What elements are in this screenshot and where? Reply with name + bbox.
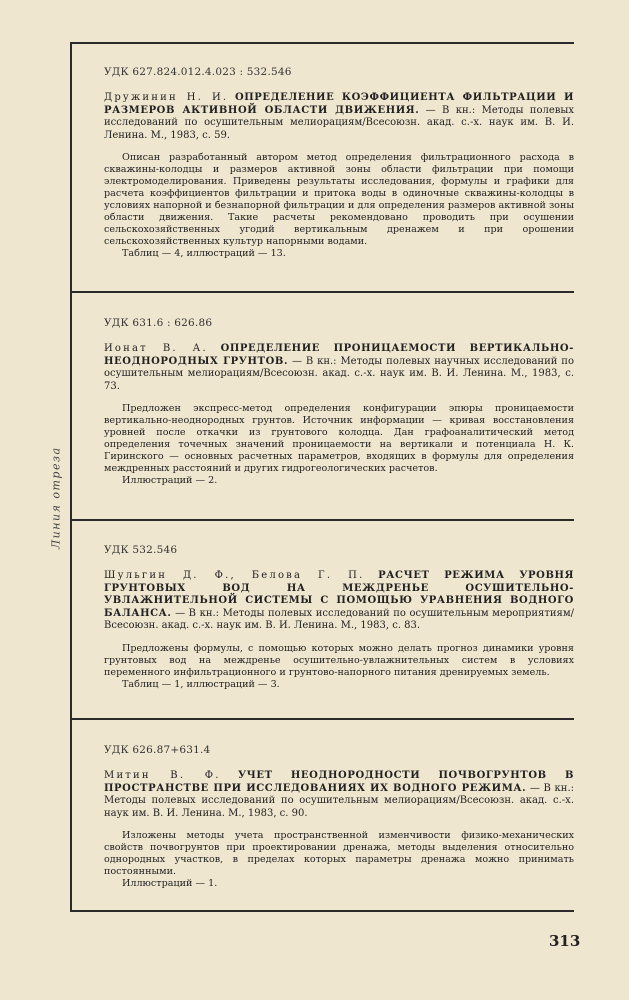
bibliographic-record [104,92,574,142]
cut-line-label: Линия отреза [49,446,63,550]
figure-count: Таблиц — 1, иллюстраций — 3. [122,678,280,690]
author-name: Дружинин Н. И. [104,92,229,103]
source-citation: — В кн.: Методы полевых исследований по осушительным мелиорациям/Всесоюзн. акад. с.-х. наук им. В. И. Ленина. М., 1983, с. 90. [104,782,574,819]
divider-bottom [70,910,574,912]
bibliographic-record [104,343,574,393]
figure-count: Таблиц — 4, иллюстраций — 13. [122,248,286,259]
cut-frame-line [70,42,72,912]
divider-1 [70,291,574,293]
author-name: Митин В. Ф. [104,770,221,781]
figure-count: Иллюстраций — 1. [122,878,218,889]
figure-count: Иллюстраций — 2. [122,475,218,486]
divider-top [70,42,574,44]
abstract-card [104,317,574,487]
article-title: УЧЕТ НЕОДНОРОДНОСТИ ПОЧВОГРУНТОВ В ПРОСТРАНСТВЕ ПРИ ИССЛЕДОВАНИЯХ ИХ ВОДНОГО РЕЖИМА. [104,770,574,794]
bibliographic-record [104,570,574,633]
source-citation: — В кн.: Методы полевых исследований по осушительным мелиорациям/Всесоюзн. акад. с.-х. наук им. В. И. Ленина. М., 1983, с. 59. [104,104,574,141]
abstract-text: Предложен экспресс-метод определения конфигурации эпюры проницаемости вертикально-неоднородных грунтов. Источник информации — кривая восстановления уровней после откачки из грунтового колодца. Дан графоаналитический метод определения точечных значений проницаемости на вертикали и потенциала Н. К. Гиринского — основных расчетных параметров, входящих в формулы для определения междренных расстояний и других гидрогеологических расчетов. [104,403,574,474]
source-citation: — В кн.: Методы полевых исследований по осушительным мероприятиям/Всесоюзн. акад. с.-х. наук им. В. И. Ленина. М., 1983, с. 83. [104,607,574,631]
udk-code: УДК 627.824.012.4.023 : 532.546 [104,66,292,78]
article-title: ОПРЕДЕЛЕНИЕ ПРОНИЦАЕМОСТИ ВЕРТИКАЛЬНО-НЕОДНОРОДНЫХ ГРУНТОВ. [104,343,574,367]
article-title: ОПРЕДЕЛЕНИЕ КОЭФФИЦИЕНТА ФИЛЬТРАЦИИ И РАЗМЕРОВ АКТИВНОЙ ОБЛАСТИ ДВИЖЕНИЯ. [104,92,574,116]
udk-code: УДК 626.87+631.4 [104,744,211,756]
abstract-text: Изложены методы учета пространственной изменчивости физико-механических свойств почвогрунтов при проектировании дренажа, методы выделения относительно однородных участков, в пределах которых параметры дренажа можно принимать постоянными. [104,830,574,877]
source-citation: — В кн.: Методы полевых научных исследований по осушительным мелиорациям/Всесоюзн. акад. с.-х. наук им. В. И. Ленина. М., 1983, с. 73. [104,355,574,392]
article-title: РАСЧЕТ РЕЖИМА УРОВНЯ ГРУНТОВЫХ ВОД НА МЕЖДРЕНЬЕ ОСУШИТЕЛЬНО-УВЛАЖНИТЕЛЬНОЙ СИСТЕМЫ С ПОМОЩЬЮ УРАВНЕНИЯ ВОДНОГО БАЛАНСА. [104,570,574,619]
abstract-text: Описан разработанный автором метод определения фильтрационного расхода в скважины-колодцы и размеров активной зоны области фильтрации при помощи электромоделирования. Приведены результаты исследования, формулы и графики для расчета коэффициентов фильтрации и притока воды в одиночные скважины-колодцы в условиях напорной и безнапорной фильтрации и для определения размеров активной зоны области движения. Такие расчеты рекомендовано проводить при осушении сельскохозяйственных угодий вертикальным дренажем и при орошении сельскохозяйственных культур напорными водами. [104,152,574,247]
abstract-card [104,66,574,260]
divider-3 [70,718,574,720]
udk-code: УДК 631.6 : 626.86 [104,317,213,329]
author-name: Ионат В. А. [104,343,208,354]
page-number: 313 [549,932,581,950]
abstract-text: Предложены формулы, с помощью которых можно делать прогноз динамики уровня грунтовых вод на междренье осушительно-увлажнительных систем в условиях переменного инфильтрационного и грунтово-напорного питания дренируемых земель. [104,642,574,678]
bibliographic-record [104,770,574,820]
abstract-card [104,744,574,890]
abstract-card [104,544,574,691]
divider-2 [70,519,574,521]
author-name: Шульгин Д. Ф., Белова Г. П. [104,570,365,581]
udk-code: УДК 532.546 [104,544,178,556]
